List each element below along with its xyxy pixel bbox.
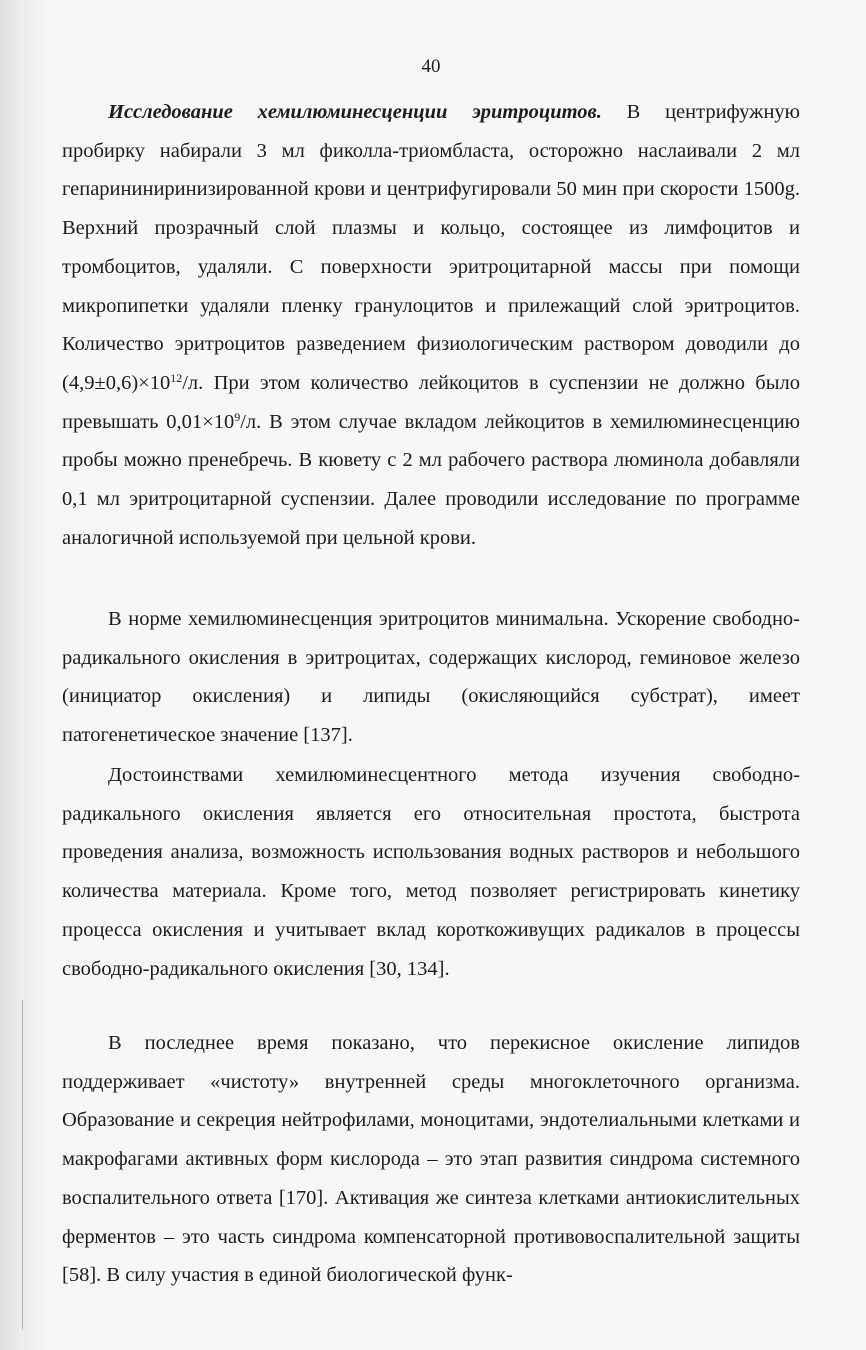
paragraph-text: /л. При этом количество лейкоцитов в суспензии не должно было превышать 0,01×10 (62, 371, 800, 433)
superscript-exponent: 12 (170, 370, 183, 385)
run-in-heading: Исследование хемилюминесценции эритроцитов. (108, 101, 602, 123)
paragraph-lipid-peroxidation: В последнее время показано, что перекисное окисление липидов поддерживает «чистоту» внутренней среды многоклеточного организма. Образование и секреция нейтрофилами, моноцитами, эндотелиальными клетками и макрофагами активных форм кислорода – это этап развития синдрома системного воспалительного ответа [170]. Активация же синтеза клетками антиокислительных ферментов – это часть синдрома компенсаторной противовоспалительной защиты [58]. В силу участия в единой биологической функ- (62, 1032, 800, 1287)
document-page (62, 0, 800, 1350)
margin-rule (22, 1000, 23, 1330)
paragraph-normal-chemiluminescence: В норме хемилюминесценция эритроцитов минимальна. Ускорение свободно-радикального окисления в эритроцитах, содержащих кислород, геминовое железо (инициатор окисления) и липиды (окисляющийся субстрат), имеет патогенетическое значение [137]. (62, 608, 800, 747)
paragraph-text: /л. В этом случае вкладом лейкоцитов в хемилюминесценцию пробы можно пренебречь. В кювету с 2 мл рабочего раствора люминола добавляли 0,1 мл эритроцитарной суспензии. Далее проводили исследование по программе аналогичной используемой при цельной крови. (62, 410, 801, 549)
paragraph-text: В центрифужную пробирку набирали 3 мл фиколла-триомбласта, осторожно наслаивали 2 мл гепарининиринизированной крови и центрифугировали 50 мин при скорости 1500g. Верхний прозрачный слой плазмы и кольцо, состоящее из лимфоцитов и тромбоцитов, удаляли. С поверхности эритроцитарной массы при помощи микропипетки удаляли пленку гранулоцитов и прилежащий слой эритроцитов. Количество эритроцитов разведением физиологическим раствором доводили до (4,9±0,6)×10 (62, 101, 800, 394)
scan-edge-shadow (0, 0, 48, 1350)
paragraph-method-advantages: Достоинствами хемилюминесцентного метода изучения свободно-радикального окисления является его относительная простота, быстрота проведения анализа, возможность использования водных растворов и небольшого количества материала. Кроме того, метод позволяет регистрировать кинетику процесса окисления и учитывает вклад короткоживущих радикалов в процессы свободно-радикального окисления [30, 134]. (62, 764, 800, 980)
page-number: 40 (421, 56, 441, 77)
paragraph-erythrocyte-chemiluminescence (62, 93, 800, 557)
superscript-exponent: 9 (234, 409, 241, 424)
